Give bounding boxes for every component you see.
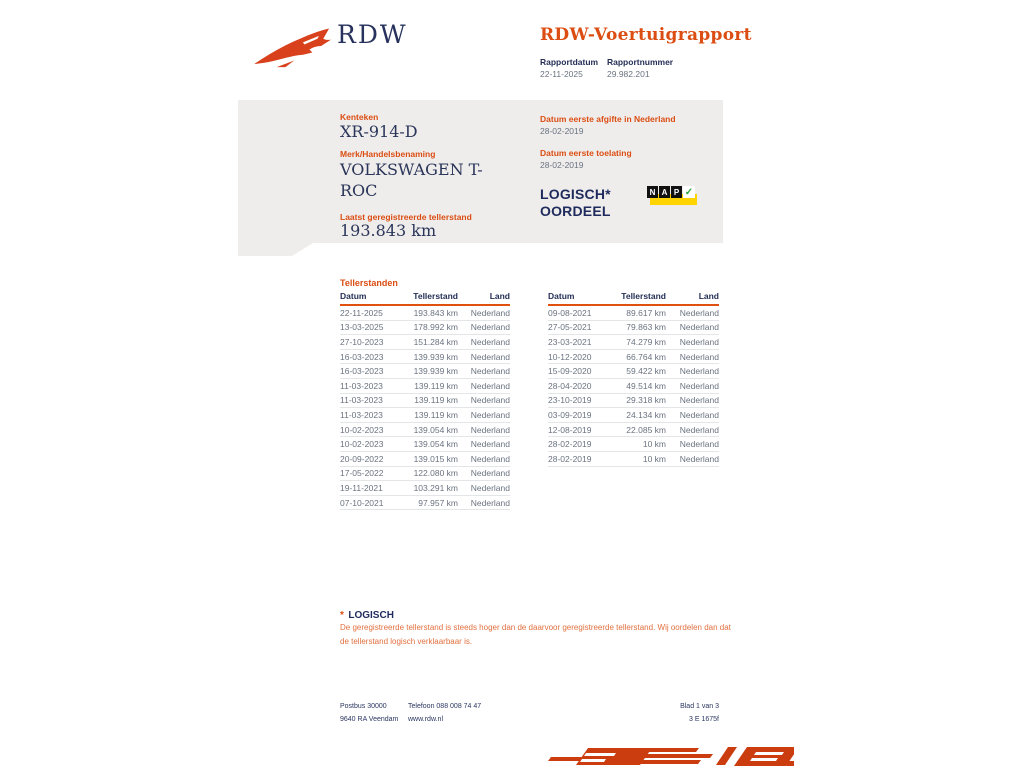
footer-address-line2: 9640 RA Veendam xyxy=(340,716,399,723)
header-land: Land xyxy=(698,291,719,301)
table-row xyxy=(548,306,719,321)
cell-tellerstand: 122.080 km xyxy=(413,468,458,479)
oordeel-text xyxy=(540,186,611,220)
cell-datum: 11-03-2023 xyxy=(340,409,383,420)
cell-tellerstand: 139.119 km xyxy=(414,409,458,420)
cell-land: Nederland xyxy=(470,395,510,406)
cell-datum: 27-10-2023 xyxy=(340,336,384,347)
cell-datum: 16-03-2023 xyxy=(340,366,384,377)
table-row xyxy=(340,394,510,409)
cell-datum: 10-02-2023 xyxy=(340,424,384,435)
cell-land: Nederland xyxy=(470,366,510,377)
nap-letter-n: N xyxy=(647,186,658,198)
cell-tellerstand: 79.863 km xyxy=(626,322,666,333)
table-body xyxy=(340,306,510,510)
table-row xyxy=(340,496,510,511)
cell-land: Nederland xyxy=(470,322,510,333)
cell-land: Nederland xyxy=(679,307,719,318)
cell-land: Nederland xyxy=(679,453,719,464)
document-title: RDW-Voertuigrapport xyxy=(540,25,752,45)
cell-datum: 22-11-2025 xyxy=(340,307,383,318)
cell-datum: 19-11-2021 xyxy=(340,482,383,493)
table-row xyxy=(340,452,510,467)
oordeel-line2: OORDEEL xyxy=(540,203,611,219)
table-row xyxy=(340,364,510,379)
kenteken-value: XR-914-D xyxy=(340,122,418,141)
cell-land: Nederland xyxy=(679,395,719,406)
cell-land: Nederland xyxy=(679,366,719,377)
speed-stripes-graphic-icon xyxy=(548,744,794,768)
tellerstanden-section-title: Tellerstanden xyxy=(340,278,398,288)
footer-page-number: Blad 1 van 3 xyxy=(680,703,719,710)
rapportdatum-label: Rapportdatum xyxy=(540,57,599,67)
cell-datum: 10-12-2020 xyxy=(548,351,592,362)
table-row xyxy=(340,423,510,438)
table-row xyxy=(340,437,510,452)
cell-tellerstand: 139.119 km xyxy=(414,395,458,406)
cell-land: Nederland xyxy=(470,409,510,420)
rdw-wing-icon xyxy=(252,22,332,70)
cell-tellerstand: 139.054 km xyxy=(413,439,458,450)
cell-datum: 11-03-2023 xyxy=(340,380,383,391)
cell-land: Nederland xyxy=(470,307,510,318)
cell-tellerstand: 29.318 km xyxy=(626,395,666,406)
footer-phone: Telefoon 088 008 74 47 xyxy=(408,703,482,710)
cell-land: Nederland xyxy=(470,336,510,347)
toelating-label: Datum eerste toelating xyxy=(540,148,632,158)
cell-datum: 15-09-2020 xyxy=(548,366,592,377)
table-row xyxy=(548,379,719,394)
cell-datum: 28-04-2020 xyxy=(548,380,592,391)
table-header-row xyxy=(548,291,719,306)
cell-tellerstand: 49.514 km xyxy=(626,380,666,391)
cell-tellerstand: 22.085 km xyxy=(626,424,666,435)
table-row xyxy=(548,350,719,365)
cell-tellerstand: 24.134 km xyxy=(626,409,666,420)
cell-tellerstand: 193.843 km xyxy=(413,307,458,318)
cell-tellerstand: 89.617 km xyxy=(626,307,666,318)
summary-box-corner-tab xyxy=(238,243,313,256)
cell-tellerstand: 66.764 km xyxy=(626,351,666,362)
toelating-value: 28-02-2019 xyxy=(540,160,584,170)
table-row xyxy=(548,321,719,336)
merk-value: VOLKSWAGEN T-ROC xyxy=(340,160,483,200)
cell-datum: 28-02-2019 xyxy=(548,453,592,464)
kenteken-label: Kenteken xyxy=(340,112,379,122)
cell-datum: 23-10-2019 xyxy=(548,395,592,406)
table-row xyxy=(340,408,510,423)
tellerstand-value: 193.843 km xyxy=(340,221,437,240)
table-row xyxy=(340,306,510,321)
nap-logo xyxy=(647,186,699,208)
header-land: Land xyxy=(489,291,510,301)
cell-tellerstand: 139.119 km xyxy=(414,380,458,391)
cell-tellerstand: 151.284 km xyxy=(413,336,458,347)
cell-land: Nederland xyxy=(679,351,719,362)
cell-land: Nederland xyxy=(679,424,719,435)
cell-tellerstand: 74.279 km xyxy=(626,336,666,347)
cell-datum: 16-03-2023 xyxy=(340,351,384,362)
table-row xyxy=(340,350,510,365)
cell-land: Nederland xyxy=(679,439,719,450)
footnote-asterisk: * xyxy=(340,610,344,621)
cell-land: Nederland xyxy=(470,380,510,391)
table-row xyxy=(340,379,510,394)
cell-land: Nederland xyxy=(679,322,719,333)
cell-tellerstand: 139.015 km xyxy=(413,453,458,464)
cell-land: Nederland xyxy=(470,351,510,362)
footer-address-line1: Postbus 30000 xyxy=(340,703,387,710)
table-header-row xyxy=(340,291,510,306)
table-row xyxy=(548,335,719,350)
cell-land: Nederland xyxy=(470,468,510,479)
table-row xyxy=(548,408,719,423)
cell-datum: 27-05-2021 xyxy=(548,322,592,333)
cell-datum: 23-03-2021 xyxy=(548,336,592,347)
cell-tellerstand: 10 km xyxy=(642,439,666,450)
cell-datum: 09-08-2021 xyxy=(548,307,592,318)
header-datum: Datum xyxy=(548,291,575,301)
rapportnummer-label: Rapportnummer xyxy=(607,57,674,67)
tellerstanden-table-right xyxy=(548,291,719,467)
tellerstanden-table-left xyxy=(340,291,510,510)
cell-land: Nederland xyxy=(679,336,719,347)
cell-tellerstand: 139.939 km xyxy=(413,351,458,362)
table-row xyxy=(548,423,719,438)
header-tellerstand: Tellerstand xyxy=(413,291,458,301)
cell-datum: 20-09-2022 xyxy=(340,453,384,464)
cell-land: Nederland xyxy=(470,497,510,508)
tellerstand-label: Laatst geregistreerde tellerstand xyxy=(340,212,472,222)
header-datum: Datum xyxy=(340,291,367,301)
cell-datum: 11-03-2023 xyxy=(340,395,383,406)
table-row xyxy=(548,437,719,452)
nap-checkmark-icon: ✓ xyxy=(684,186,694,198)
cell-tellerstand: 97.957 km xyxy=(418,497,458,508)
cell-land: Nederland xyxy=(679,409,719,420)
table-row xyxy=(340,335,510,350)
afgifte-label: Datum eerste afgifte in Nederland xyxy=(540,114,676,124)
table-row xyxy=(548,364,719,379)
cell-land: Nederland xyxy=(470,439,510,450)
oordeel-line1: LOGISCH* xyxy=(540,186,611,202)
table-row xyxy=(340,321,510,336)
brand-wordmark: RDW xyxy=(337,20,408,49)
table-row xyxy=(548,452,719,467)
cell-datum: 13-03-2025 xyxy=(340,322,384,333)
table-row xyxy=(340,467,510,482)
cell-land: Nederland xyxy=(679,380,719,391)
rapportnummer-value: 29.982.201 xyxy=(607,69,650,79)
rapportdatum-value: 22-11-2025 xyxy=(540,69,583,79)
cell-datum: 10-02-2023 xyxy=(340,439,384,450)
cell-land: Nederland xyxy=(470,482,510,493)
footnote-title: LOGISCH xyxy=(348,610,394,621)
cell-datum: 12-08-2019 xyxy=(548,424,592,435)
cell-datum: 17-05-2022 xyxy=(340,468,384,479)
cell-datum: 03-09-2019 xyxy=(548,409,592,420)
cell-datum: 07-10-2021 xyxy=(340,497,384,508)
cell-tellerstand: 103.291 km xyxy=(413,482,458,493)
footer-form-code: 3 E 1675f xyxy=(689,716,719,723)
cell-tellerstand: 59.422 km xyxy=(626,366,666,377)
afgifte-value: 28-02-2019 xyxy=(540,126,584,136)
cell-land: Nederland xyxy=(470,424,510,435)
cell-tellerstand: 10 km xyxy=(642,453,666,464)
header-tellerstand: Tellerstand xyxy=(621,291,666,301)
cell-tellerstand: 178.992 km xyxy=(413,322,458,333)
table-body xyxy=(548,306,719,467)
cell-tellerstand: 139.054 km xyxy=(413,424,458,435)
table-row xyxy=(548,394,719,409)
merk-label: Merk/Handelsbenaming xyxy=(340,149,436,159)
nap-letter-tiles xyxy=(647,186,695,198)
footer-website: www.rdw.nl xyxy=(408,716,444,723)
nap-letter-p: P xyxy=(671,186,682,198)
logisch-footnote-text: De geregistreerde tellerstand is steeds hoger dan de daarvoor geregistreerde tellerstand. Wij oordelen dan dat de tellerstand logisch verklaarbaar is. xyxy=(340,623,731,646)
nap-letter-a: A xyxy=(659,186,670,198)
cell-datum: 28-02-2019 xyxy=(548,439,592,450)
cell-tellerstand: 139.939 km xyxy=(413,366,458,377)
cell-land: Nederland xyxy=(470,453,510,464)
table-row xyxy=(340,481,510,496)
